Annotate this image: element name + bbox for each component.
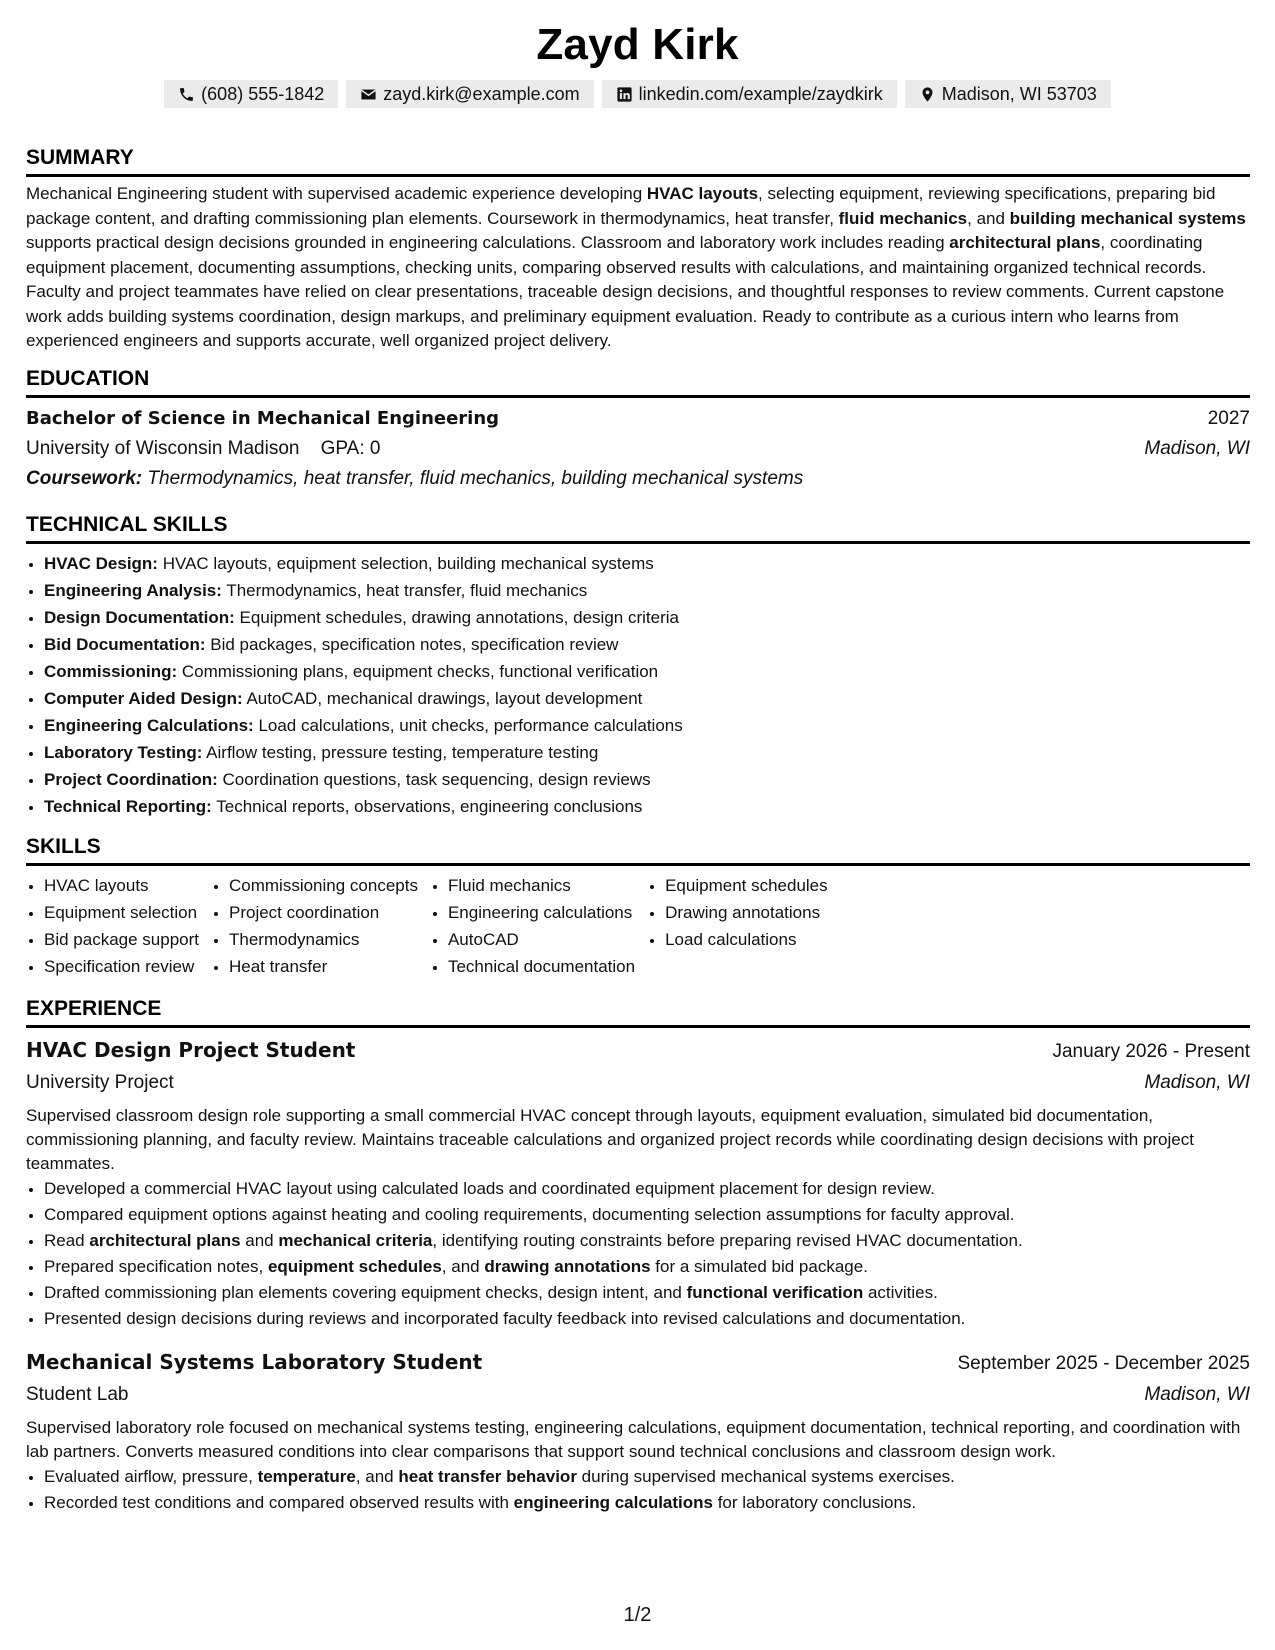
summary-heading: SUMMARY — [26, 145, 1250, 177]
skill-item: • Fluid mechanics — [448, 872, 635, 899]
text-segment: Recorded test conditions and compared observed results with — [44, 1492, 514, 1512]
job-org-row — [26, 1068, 1250, 1098]
experience-entry — [26, 1034, 1250, 1332]
technical-skill-text: Load calculations, unit checks, performance calculations — [258, 715, 683, 735]
job-bullet — [44, 1202, 1250, 1228]
technical-skill-item — [44, 631, 1250, 658]
text-segment: during supervised mechanical systems exercises. — [576, 1466, 955, 1486]
bold-text: engineering calculations — [513, 1492, 713, 1512]
job-header-row — [26, 1034, 1250, 1068]
text-segment: activities. — [863, 1282, 938, 1302]
candidate-name: Zayd Kirk — [536, 20, 739, 69]
job-bullet — [44, 1176, 1250, 1202]
text-segment: Presented design decisions during reviews and incorporated faculty feedback into revised calculations and documentation. — [44, 1308, 966, 1328]
linkedin-text: linkedin.com/example/zaydkirk — [638, 83, 883, 104]
job-title: HVAC Design Project Student — [26, 1037, 356, 1062]
experience-heading: EXPERIENCE — [26, 996, 1250, 1028]
text-segment: Mechanical Engineering student with supervised academic experience developing — [26, 184, 647, 203]
experience-list — [26, 1034, 1250, 1516]
job-location: Madison, WI — [1144, 1071, 1250, 1093]
technical-skill-label: Design Documentation: — [44, 607, 235, 627]
job-bullet — [44, 1280, 1250, 1306]
skills-column — [26, 872, 199, 980]
education-school-row — [26, 434, 1250, 464]
skill-item: • Drawing annotations — [665, 899, 828, 926]
gpa: GPA: 0 — [320, 437, 381, 459]
text-segment: and — [240, 1230, 279, 1250]
skills-column — [211, 872, 418, 980]
technical-skill-text: Thermodynamics, heat transfer, fluid mechanics — [226, 580, 588, 600]
resume-content — [26, 145, 1250, 1516]
technical-skill-text: Technical reports, observations, engineering conclusions — [216, 796, 643, 816]
experience-entry — [26, 1346, 1250, 1516]
technical-skills-heading: TECHNICAL SKILLS — [26, 512, 1250, 544]
technical-skill-label: Technical Reporting: — [44, 796, 212, 816]
coursework — [26, 464, 1250, 494]
job-dates: September 2025 - December 2025 — [957, 1352, 1250, 1374]
location-text: Madison, WI 53703 — [941, 83, 1097, 104]
text-segment: , and — [441, 1256, 485, 1276]
technical-skill-text: HVAC layouts, equipment selection, building mechanical systems — [162, 553, 654, 573]
text-segment: Developed a commercial HVAC layout using calculated loads and coordinated equipment placement for design review. — [44, 1178, 935, 1198]
bold-text: HVAC layouts — [646, 184, 759, 203]
job-bullet — [44, 1228, 1250, 1254]
technical-skill-text: Coordination questions, task sequencing, design reviews — [222, 769, 651, 789]
summary-text — [26, 182, 1250, 354]
education-heading: EDUCATION — [26, 366, 1250, 398]
contact-phone[interactable] — [164, 80, 338, 108]
skills-column-list — [430, 872, 635, 980]
skill-item: • Technical documentation — [448, 953, 635, 980]
job-org-row — [26, 1380, 1250, 1410]
degree: Bachelor of Science in Mechanical Engineering — [26, 407, 500, 429]
school-location: Madison, WI — [1144, 437, 1250, 459]
text-segment: , and — [355, 1466, 399, 1486]
email-text: zayd.kirk@example.com — [383, 83, 580, 104]
phone-text: (608) 555-1842 — [201, 83, 325, 104]
technical-skill-item — [44, 793, 1250, 820]
job-bullet — [44, 1464, 1250, 1490]
job-title: Mechanical Systems Laboratory Student — [26, 1349, 483, 1374]
bold-text: architectural plans — [89, 1230, 241, 1250]
skill-item: • Bid package support — [44, 926, 199, 953]
linkedin-icon — [616, 86, 633, 103]
skills-column — [647, 872, 828, 980]
skill-item: • Project coordination — [229, 899, 418, 926]
text-segment: Evaluated airflow, pressure, — [44, 1466, 258, 1486]
bold-text: heat transfer behavior — [398, 1466, 577, 1486]
technical-skill-item — [44, 685, 1250, 712]
technical-skill-item — [44, 712, 1250, 739]
text-segment: Prepared specification notes, — [44, 1256, 268, 1276]
technical-skill-text: Bid packages, specification notes, specification review — [210, 634, 619, 654]
technical-skill-label: Project Coordination: — [44, 769, 218, 789]
bold-text: drawing annotations — [484, 1256, 651, 1276]
job-dates: January 2026 - Present — [1052, 1040, 1250, 1062]
technical-skill-item — [44, 766, 1250, 793]
page-number: 1/2 — [623, 1604, 652, 1626]
text-segment: , identifying routing constraints before preparing revised HVAC documentation. — [432, 1230, 1023, 1250]
text-segment: for laboratory conclusions. — [712, 1492, 917, 1512]
technical-skills-list — [26, 550, 1250, 820]
phone-icon — [178, 86, 195, 103]
bold-text: architectural plans — [949, 233, 1101, 252]
technical-skill-label: HVAC Design: — [44, 553, 158, 573]
technical-skill-item — [44, 739, 1250, 766]
text-segment: , and — [967, 208, 1010, 228]
school-line — [26, 434, 380, 464]
bold-text: fluid mechanics — [838, 208, 968, 228]
technical-skill-label: Computer Aided Design: — [44, 688, 243, 708]
skill-item: • Load calculations — [665, 926, 828, 953]
technical-skill-label: Engineering Analysis: — [44, 580, 222, 600]
bold-text: temperature — [257, 1466, 356, 1486]
technical-skill-text: Airflow testing, pressure testing, temperature testing — [206, 742, 599, 762]
contact-location — [905, 80, 1111, 108]
technical-skill-item — [44, 577, 1250, 604]
skills-column-list — [26, 872, 199, 980]
skills-column-list — [211, 872, 418, 980]
envelope-icon — [360, 86, 377, 103]
text-segment: Drafted commissioning plan elements covering equipment checks, design intent, and — [44, 1282, 687, 1302]
coursework-label: Coursework: — [26, 467, 143, 489]
technical-skill-item — [44, 658, 1250, 685]
technical-skill-item — [44, 550, 1250, 577]
skills-heading: SKILLS — [26, 834, 1250, 866]
technical-skill-label: Laboratory Testing: — [44, 742, 203, 762]
contact-email[interactable] — [346, 80, 593, 108]
technical-skill-label: Bid Documentation: — [44, 634, 206, 654]
skill-item: • Equipment selection — [44, 899, 199, 926]
text-segment: supports practical design decisions grounded in engineering calculations. Classroom and laboratory work includes reading — [26, 233, 950, 252]
job-organization: University Project — [26, 1071, 174, 1093]
text-segment: for a simulated bid package. — [650, 1256, 868, 1276]
skill-item: • HVAC layouts — [44, 872, 199, 899]
skill-item: • Heat transfer — [229, 953, 418, 980]
technical-skill-label: Engineering Calculations: — [44, 715, 254, 735]
job-bullet — [44, 1490, 1250, 1516]
education-row — [26, 404, 1250, 434]
job-description: Supervised laboratory role focused on mechanical systems testing, engineering calculations, equipment documentation, technical reporting, and coordination with lab partners. Converts measured conditions into clear comparisons that support sound technical conclusions and classroom design work. — [26, 1417, 1241, 1461]
job-bullet-list — [26, 1464, 1250, 1516]
technical-skill-text: Commissioning plans, equipment checks, functional verification — [181, 661, 659, 681]
text-segment: Read — [44, 1230, 90, 1250]
graduation-year: 2027 — [1207, 407, 1250, 429]
job-location: Madison, WI — [1144, 1383, 1250, 1405]
job-header-row — [26, 1346, 1250, 1380]
skills-grid — [26, 872, 1250, 980]
skills-column — [430, 872, 635, 980]
skill-item: • AutoCAD — [448, 926, 635, 953]
skill-item: • Commissioning concepts — [229, 872, 418, 899]
technical-skill-text: Equipment schedules, drawing annotations, design criteria — [239, 607, 679, 627]
skills-column-list — [647, 872, 828, 953]
job-organization: Student Lab — [26, 1383, 129, 1405]
skill-item: • Equipment schedules — [665, 872, 828, 899]
map-pin-icon — [919, 86, 936, 103]
skill-item: • Specification review — [44, 953, 199, 980]
job-bullet — [44, 1254, 1250, 1280]
technical-skill-label: Commissioning: — [44, 661, 178, 681]
text-segment: , coordinating equipment placement, documenting assumptions, checking units, comparing observed results with calculations, and maintaining organized technical records. Faculty and project teammates have relied on clear presentations, traceable design decisions, and thoughtful responses to review comments. Current capstone work adds building systems coordination, design markups, and preliminary equipment evaluation. Ready to contribute as a curious intern who learns from experienced engineers and supports accurate, well organized project delivery. — [26, 233, 1225, 350]
school-name: University of Wisconsin Madison — [26, 437, 300, 459]
contact-linkedin[interactable] — [602, 80, 897, 108]
bold-text: equipment schedules — [267, 1256, 442, 1276]
contact-bar — [0, 80, 1275, 108]
skill-item: • Thermodynamics — [229, 926, 418, 953]
text-segment: Compared equipment options against heating and cooling requirements, documenting selection assumptions for faculty approval. — [44, 1204, 1015, 1224]
coursework-list: Thermodynamics, heat transfer, fluid mechanics, building mechanical systems — [147, 467, 804, 489]
technical-skill-item — [44, 604, 1250, 631]
skill-item: • Engineering calculations — [448, 899, 635, 926]
job-description: Supervised classroom design role supporting a small commercial HVAC concept through layouts, equipment evaluation, simulated bid documentation, commissioning planning, and faculty review. Maintains traceable calculations and organized project records while coordinating design decisions with project teammates. — [26, 1105, 1194, 1173]
job-bullet — [44, 1306, 1250, 1332]
text-segment: , selecting equipment, reviewing specifications, preparing bid package content, and drafting commissioning plan elements. Coursework in thermodynamics, heat transfer, — [26, 184, 1216, 228]
bold-text: functional verification — [686, 1282, 864, 1302]
bold-text: building mechanical systems — [1009, 208, 1246, 228]
job-bullet-list — [26, 1176, 1250, 1332]
bold-text: mechanical criteria — [278, 1230, 433, 1250]
technical-skill-text: AutoCAD, mechanical drawings, layout development — [246, 688, 643, 708]
